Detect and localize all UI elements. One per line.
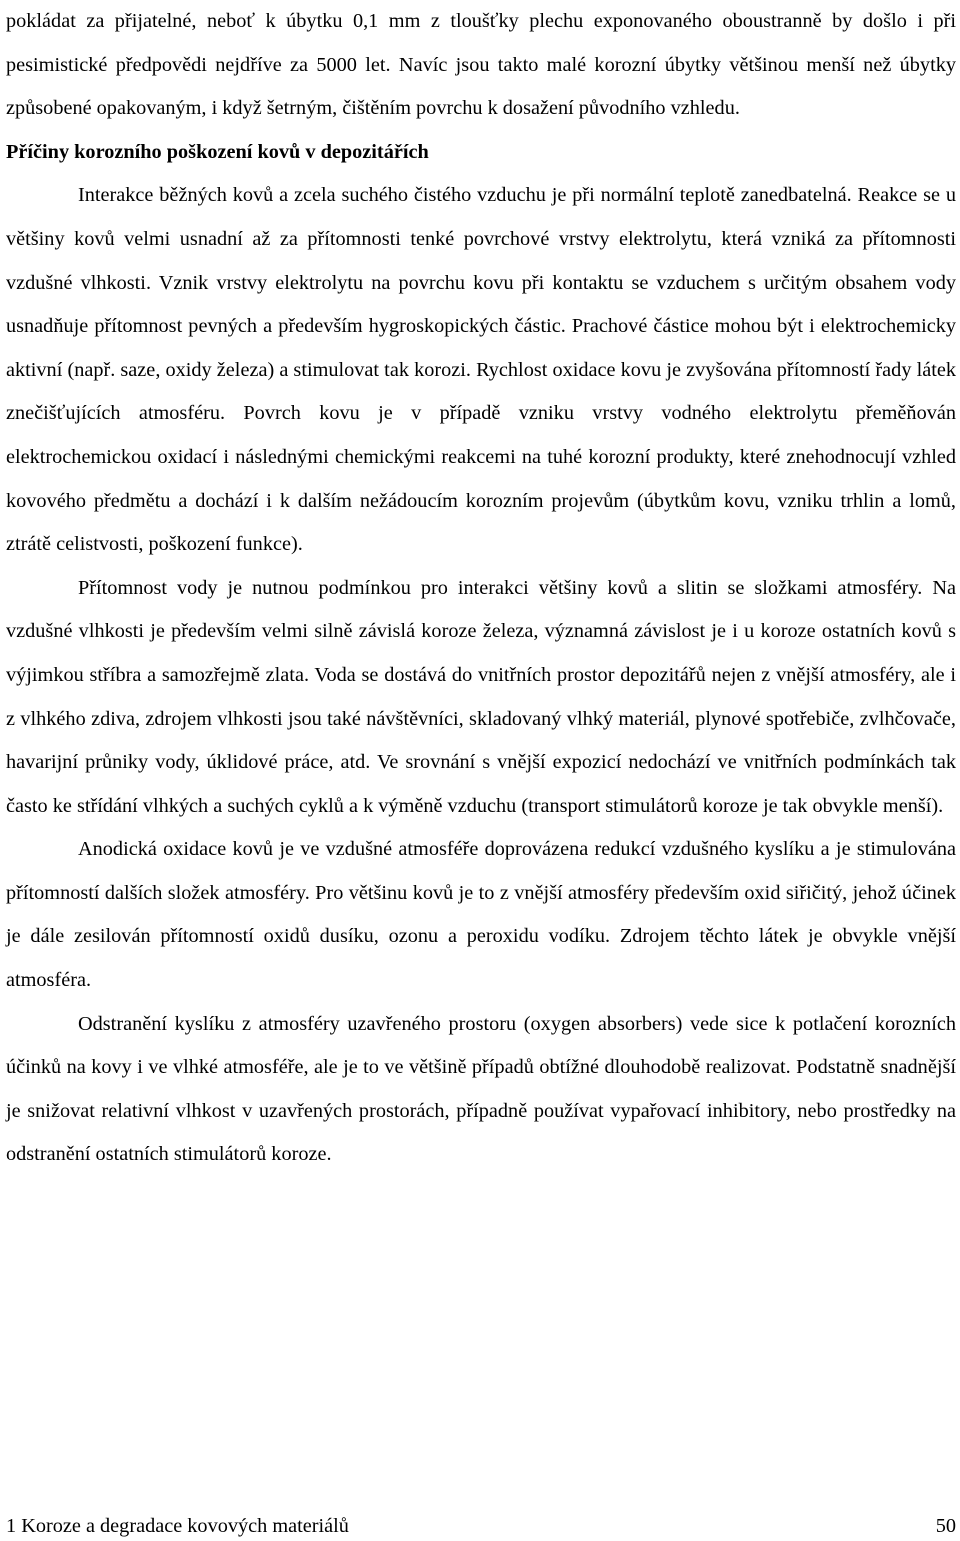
footer-chapter-title: 1 Koroze a degradace kovových materiálů bbox=[6, 1515, 349, 1537]
document-page bbox=[6, 0, 956, 1177]
section-heading: Příčiny korozního poškození kovů v depozitářích bbox=[6, 140, 429, 163]
paragraph-anodic-oxidation: Anodická oxidace kovů je ve vzdušné atmosféře doprovázena redukcí vzdušného kyslíku a je stimulována přítomností dalších složek atmosféry. Pro většinu kovů je to z vnější atmosféry především oxid siřičitý, jehož účinek je dále zesilován přítomností oxidů dusíku, ozonu a peroxidu vodíku. Zdrojem těchto látek je obvykle vnější atmosféra. bbox=[6, 838, 956, 992]
paragraph-continuation: pokládat za přijatelné, neboť k úbytku 0,1 mm z tloušťky plechu exponovaného oboustranně by došlo i při pesimistické předpovědi nejdříve za 5000 let. Navíc jsou takto malé korozní úbytky většinou menší než úbytky způsobené opakovaným, i když šetrným, čištěním povrchu k dosažení původního vzhledu. bbox=[6, 10, 956, 120]
paragraph-oxygen-removal: Odstranění kyslíku z atmosféry uzavřeného prostoru (oxygen absorbers) vede sice k potlačení korozních účinků na kovy i ve vlhké atmosféře, ale je to ve většině případů obtížné dlouhodobě realizovat. Podstatně snadnější je snižovat relativní vlhkost v uzavřených prostorách, případně používat vypařovací inhibitory, nebo prostředky na odstranění ostatních stimulátorů koroze. bbox=[6, 1012, 956, 1166]
page-footer bbox=[6, 1512, 956, 1540]
page-number: 50 bbox=[935, 1515, 956, 1537]
paragraph-water: Přítomnost vody je nutnou podmínkou pro interakci většiny kovů a slitin se složkami atmosféry. Na vzdušné vlhkosti je především velmi silně závislá koroze železa, významná závislost je i u koroze ostatních kovů s výjimkou stříbra a samozřejmě zlata. Voda se dostává do vnitřních prostor depozitářů nejen z vnější atmosféry, ale i z vlhkého zdiva, zdrojem vlhkosti jsou také návštěvníci, skladovaný vlhký materiál, plynové spotřebiče, zvlhčovače, havarijní průniky vody, úklidové práce, atd. Ve srovnání s vnější expozicí nedochází ve vnitřních podmínkách tak často ke střídání vlhkých a suchých cyklů a k výměně vzduchu (transport stimulátorů koroze je tak obvykle menší). bbox=[6, 576, 956, 817]
paragraph-causes: Interakce běžných kovů a zcela suchého čistého vzduchu je při normální teplotě zanedbatelná. Reakce se u většiny kovů velmi usnadní až za přítomnosti tenké povrchové vrstvy elektrolytu, která vzniká za přítomnosti vzdušné vlhkosti. Vznik vrstvy elektrolytu na povrchu kovu při kontaktu se vzduchem s určitým obsahem vody usnadňuje přítomnost pevných a především hygroskopických částic. Prachové částice mohou být i elektrochemicky aktivní (např. saze, oxidy železa) a stimulovat tak korozi. Rychlost oxidace kovu je zvyšována přítomností řady látek znečišťujících atmosféru. Povrch kovu je v případě vzniku vrstvy vodného elektrolytu přeměňován elektrochemickou oxidací i následnými chemickými reakcemi na tuhé korozní produkty, které znehodnocují vzhled kovového předmětu a dochází i k dalším nežádoucím korozním projevům (úbytkům kovu, vzniku trhlin a lomů, ztrátě celistvosti, poškození funkce). bbox=[6, 184, 956, 556]
